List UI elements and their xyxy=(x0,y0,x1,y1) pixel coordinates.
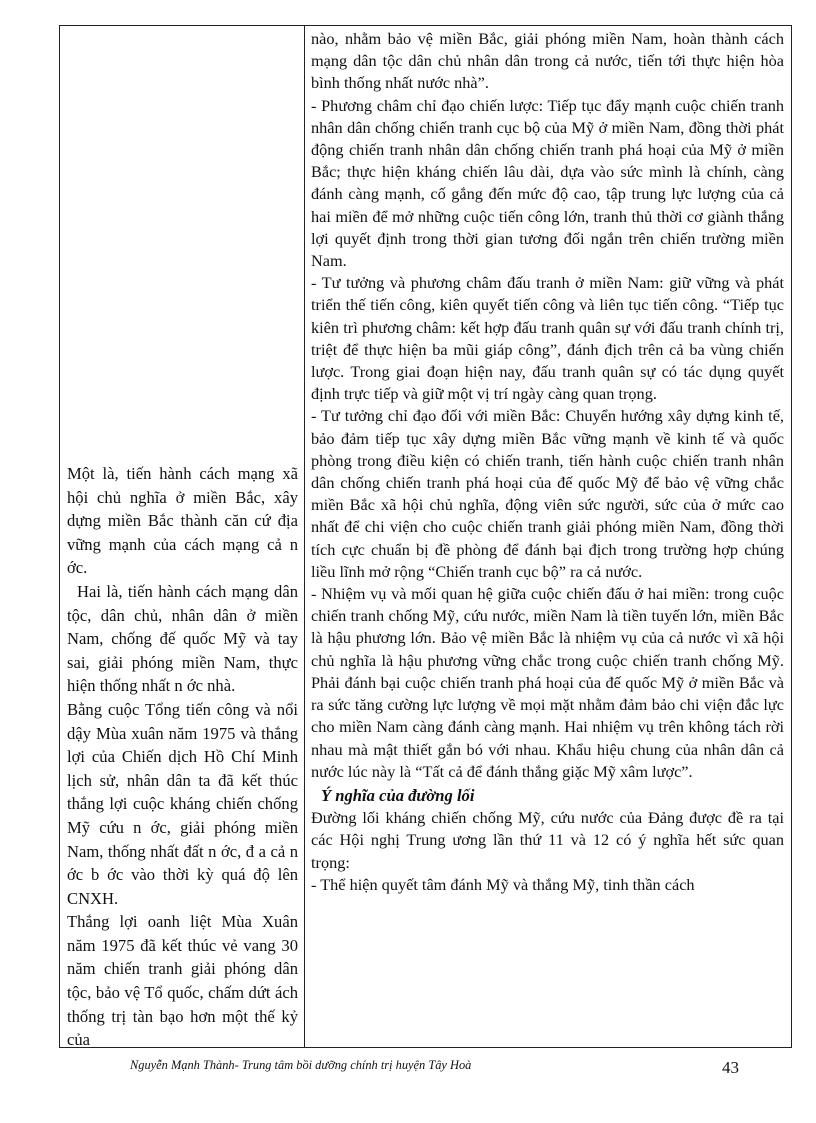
paragraph: - Nhiệm vụ và mối quan hệ giữa cuộc chiến đấu ở hai miền: trong cuộc chiến tranh chống Mỹ, cứu nước, miền Nam là tiền tuyến lớn, miền Bắc là hậu phương lớn. Bảo vệ miền Bắc là nhiệm vụ của cả nước vì xã hội chủ nghĩa là hậu phương vững chắc trong cuộc chiến tranh chống Mỹ. Phải đánh bại cuộc chiến tranh phá hoại của đế quốc Mỹ ở miền Bắc và ra sức tăng cường lực lượng về mọi mặt nhằm đảm bảo chi viện đắc lực cho miền Nam càng đánh càng mạnh. Hai nhiệm vụ trên không tách rời nhau mà mật thiết gắn bó với nhau. Khẩu hiệu chung của nhân dân cả nước lúc này là “Tất cả để đánh thắng giặc Mỹ xâm lược”. xyxy=(311,584,784,781)
paragraph: Bằng cuộc Tổng tiến công và nổi dậy Mùa xuân năm 1975 và thắng lợi của Chiến dịch Hồ Chí Minh lịch sử, nhân dân ta đã kết thúc thắng lợi cuộc kháng chiến chống Mỹ cứu n ớc, giải phóng miền Nam, thống nhất đất n ớc, đ a cả n ớc b ớc vào thời kỳ quá độ lên CNXH. xyxy=(67,699,298,908)
left-column xyxy=(60,26,305,1050)
paragraph: Thắng lợi oanh liệt Mùa Xuân năm 1975 đã kết thúc vẻ vang 30 năm chiến tranh giải phóng dân tộc, bảo vệ Tổ quốc, chấm dứt ách thống trị tàn bạo hơn một thế kỷ của xyxy=(67,912,298,1050)
paragraph: - Tư tưởng và phương châm đấu tranh ở miền Nam: giữ vững và phát triển thế tiến công, kiên quyết tiến công và liên tục tiến công. “Tiếp tục kiên trì phương châm: kết hợp đấu tranh quân sự với đấu tranh chính trị, triệt để thực hiện ba mũi giáp công”, đánh địch trên cả ba vùng chiến lược. Trong giai đoạn hiện nay, đấu tranh quân sự có tác dụng quyết định trực tiếp và giữ một vị trí ngày càng quan trọng. xyxy=(311,273,784,404)
paragraph: Hai là, tiến hành cách mạng dân tộc, dân chủ, nhân dân ở miền Nam, chống đế quốc Mỹ và tay sai, giải phóng miền Nam, thực hiện thống nhất n ớc nhà. xyxy=(67,581,298,696)
footer-author: Nguyễn Mạnh Thành- Trung tâm bồi dưỡng chính trị huyện Tây Hoà xyxy=(130,1058,472,1072)
section-heading: Ý nghĩa của đường lối xyxy=(321,785,475,805)
paragraph: Một là, tiến hành cách mạng xã hội chủ nghĩa ở miền Bắc, xây dựng miền Bắc thành căn cứ địa vững mạnh của cách mạng cả n ớc. xyxy=(67,464,298,578)
paragraph: - Thể hiện quyết tâm đánh Mỹ và thắng Mỹ, tinh thần cách xyxy=(311,874,695,894)
paragraph: nào, nhằm bảo vệ miền Bắc, giải phóng miền Nam, hoàn thành cách mạng dân tộc dân chủ nhân dân trong cả nước, tiến tới thực hiện hòa bình thống nhất nước nhà”. xyxy=(311,29,784,93)
paragraph: Đường lối kháng chiến chống Mỹ, cứu nước của Đảng được đề ra tại các Hội nghị Trung ương lần thứ 11 và 12 có ý nghĩa hết sức quan trọng: xyxy=(311,808,784,872)
right-column xyxy=(305,26,791,1047)
paragraph: - Phương châm chỉ đạo chiến lược: Tiếp tục đẩy mạnh cuộc chiến tranh nhân dân chống chiến tranh cục bộ của Mỹ ở miền Nam, đồng thời phát động chiến tranh nhân dân chống chiến tranh phá hoại của Mỹ ở miền Bắc; thực hiện kháng chiến lâu dài, dựa vào sức mình là chính, càng đánh càng mạnh, cố gắng đến mức độ cao, tập trung lực lượng của cả hai miền để mở những cuộc tiến công lớn, tranh thủ thời cơ giành thắng lợi quyết định trong thời gian tương đối ngắn trên chiến trường miền Nam. xyxy=(311,95,784,271)
text-table xyxy=(59,25,792,1048)
page-number: 43 xyxy=(722,1058,739,1077)
right-column-text xyxy=(311,28,784,896)
left-column-text xyxy=(67,462,298,1052)
paragraph: - Tư tưởng chỉ đạo đối với miền Bắc: Chuyển hướng xây dựng kinh tế, bảo đảm tiếp tục xây dựng miền Bắc vững mạnh về kinh tế và quốc phòng trong điều kiện có chiến tranh, tiến hành cuộc chiến tranh nhân dân chống chiến tranh phá hoại của đế quốc Mỹ để bảo vệ vững chắc miền Bắc xã hội chủ nghĩa, động viên sức người, sức của ở mức cao nhất để chi viện cho cuộc chiến tranh giải phóng miền Nam, đồng thời tích cực chuẩn bị đề phòng để đánh bại địch trong trường hợp chúng liều lĩnh mở rộng “Chiến tranh cục bộ” ra cả nước. xyxy=(311,406,784,581)
